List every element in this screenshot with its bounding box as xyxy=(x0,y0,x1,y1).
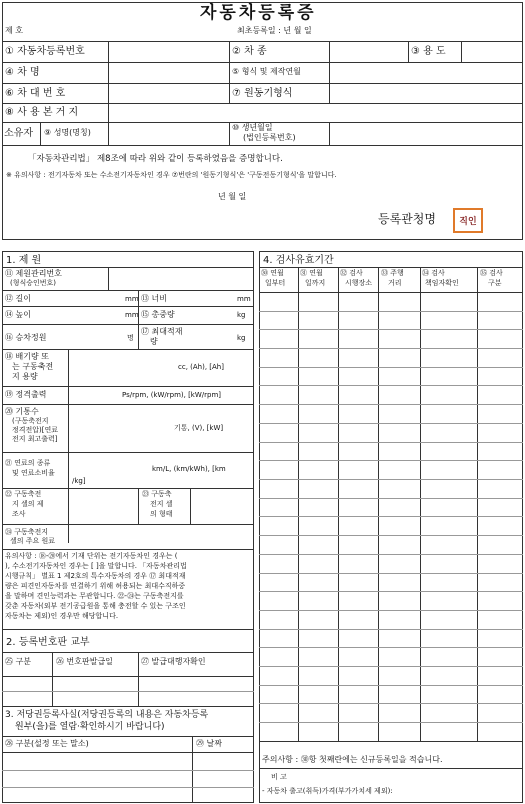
inspection-row-line xyxy=(259,311,523,312)
section3-title: 3. 저당권등록사실(저당권등록의 내용은 자동차등록 xyxy=(5,710,209,720)
inspection-row-line xyxy=(259,442,523,443)
inspection-row-line xyxy=(259,348,523,349)
inspection-kind-header: ㉟ 검사 xyxy=(480,269,503,277)
displacement-label: ⑱ 배기량 또 xyxy=(5,352,49,361)
inspection-row-line xyxy=(259,610,523,611)
mileage-header-2: 거리 xyxy=(388,279,402,287)
plate-agent-header: ㉗ 발급대행자확인 xyxy=(141,657,206,666)
inspector-header: ㉞ 검사 xyxy=(422,269,445,277)
inspection-row-line xyxy=(259,703,523,704)
issuing-office: 등록관청명 xyxy=(378,212,436,226)
field-base-location: ⑧ 사 용 본 거 지 xyxy=(5,107,79,118)
inspection-row-line xyxy=(259,554,523,555)
field-registration-number: ① 자동차등록번호 xyxy=(5,46,85,57)
cylinders-sub-2: 정격전압)[연료 xyxy=(12,426,59,434)
width-unit: mm xyxy=(237,295,251,303)
inspection-row-line xyxy=(259,666,523,667)
width-label: ⑬ 너비 xyxy=(141,294,167,303)
mortgage-date-header: ㉙ 날짜 xyxy=(196,739,222,748)
inspection-kind-header-2: 구분 xyxy=(488,279,502,287)
field-model-and-date: ⑤ 형식 및 제작연월 xyxy=(232,67,301,76)
cylinders-sub-3: 전지 최고출력] xyxy=(12,435,58,443)
spec-approval-label: (형식승인번호) xyxy=(10,279,57,287)
rated-power-label: ⑲ 정격출력 xyxy=(5,390,47,399)
rated-power-unit: Ps/rpm, (kW/rpm), [kW/rpm] xyxy=(122,391,222,399)
issue-date: 년 월 일 xyxy=(218,192,247,201)
section4-title: 4. 검사유효기간 xyxy=(263,255,334,266)
inspection-row-line xyxy=(259,685,523,686)
section3-title-2: 원부(을)를 열람·확인하시기 바랍니다) xyxy=(15,722,165,732)
displacement-unit: cc, (Ah), [Ah] xyxy=(178,363,224,371)
cell-maker-label: ㉒ 구동축전 xyxy=(5,490,42,498)
field-engine-type: ⑦ 원동기형식 xyxy=(232,88,293,99)
mileage-header: ㉝ 주행 xyxy=(381,269,404,277)
remarks-text: - 자동차 출고(취득)가격(부가가치세 제외): xyxy=(262,787,393,795)
height-label: ⑭ 높이 xyxy=(5,310,31,319)
registration-header-block xyxy=(2,2,523,240)
cell-form-label-3: 의 형태 xyxy=(150,510,173,518)
capacity-unit: 명 xyxy=(127,334,134,342)
inspection-footnote: 주의사항 : ㉚항 첫째란에는 신규등록일을 적습니다. xyxy=(262,755,443,764)
field-vin: ⑥ 차 대 번 호 xyxy=(5,88,66,99)
spec-number-label: ⑪ 제원관리번호 xyxy=(5,269,62,278)
fuel-consumption-label: 및 연료소비율 xyxy=(12,469,55,477)
field-owner-birth: ⑩ 생년월일 xyxy=(232,123,273,132)
spec-note-6: 갖춘 자동차(외부 전기공급원을 통해 충전할 수 있는 구조인 xyxy=(5,602,186,610)
capacity-label: ⑯ 승차정원 xyxy=(5,333,47,342)
inspection-row-line xyxy=(259,591,523,592)
certification-statement: 「자동차관리법」 제8조에 따라 위와 같이 등록하였음을 증명합니다. xyxy=(28,154,283,164)
remarks-title: 비 고 xyxy=(271,773,287,781)
cell-material-label-2: 셀의 주요 원료 xyxy=(10,537,56,545)
inspection-row-line xyxy=(259,573,523,574)
total-weight-label: ⑮ 총중량 xyxy=(141,310,175,319)
inspection-row-line xyxy=(259,647,523,648)
fuel-unit: km/L, (km/kWh), [km xyxy=(152,465,226,473)
official-seal xyxy=(453,208,483,233)
cylinders-label: ⑳ 기통수 xyxy=(5,407,39,416)
inspector-header-2: 책임자확인 xyxy=(425,279,459,287)
inspection-from-header: ㉚ 연월 xyxy=(261,269,284,277)
inspection-row-line xyxy=(259,535,523,536)
inspection-row-line xyxy=(259,329,523,330)
official-seal-label: 직인 xyxy=(459,217,477,227)
plate-type-header: ㉕ 구분 xyxy=(5,657,31,666)
spec-note-4: 량은 피견인자동차를 연결하기 위해 허용되는 최대수직하중 xyxy=(5,582,186,590)
inspection-row-line xyxy=(259,629,523,630)
spec-note-1: 유의사항 : ⑱-⑳에서 기재 단위는 전기자동차인 경우는 ( xyxy=(5,552,178,560)
inspection-place-header: ㉜ 검사 xyxy=(340,269,363,277)
field-owner-corp-number: (법인등록번호) xyxy=(243,133,296,142)
first-registration-date: 최초등록일 : 년 월 일 xyxy=(237,26,312,35)
length-label: ⑫ 길이 xyxy=(5,294,31,303)
cell-maker-label-2: 지 셀의 제 xyxy=(12,500,44,508)
spec-note-5: 을 말하며 견인능력과는 무관합니다. ㉒-㉔는 구동축전지를 xyxy=(5,592,184,600)
inspection-row-line xyxy=(259,367,523,368)
notice-text: ※ 유의사항 : 전기자동차 또는 수소전기자동차인 경우 ⑦번란의 '원동기형식'은 '구동전동기형식'을 말합니다. xyxy=(6,171,337,179)
cell-maker-label-3: 조사 xyxy=(12,510,26,518)
section2-title: 2. 등록번호판 교부 xyxy=(6,637,90,648)
field-vehicle-name: ④ 차 명 xyxy=(5,67,40,78)
mortgage-type-header: ㉘ 구분(설정 또는 말소) xyxy=(5,739,89,748)
field-owner-name: ⑨ 성명(명칭) xyxy=(44,128,91,137)
fuel-unit-2: /kg] xyxy=(72,477,86,485)
inspection-to-header-2: 일까지 xyxy=(305,279,326,287)
inspection-row-line xyxy=(259,516,523,517)
length-unit: mm xyxy=(125,295,139,303)
field-vehicle-use: ③ 용 도 xyxy=(411,46,446,57)
spec-note-7: 자동차는 제외)인 경우만 해당합니다. xyxy=(5,612,119,620)
section1-title: 1. 제 원 xyxy=(6,255,42,266)
inspection-row-line xyxy=(259,498,523,499)
cell-material-label: ㉔ 구동축전지 xyxy=(5,528,49,536)
inspection-from-header-2: 일부터 xyxy=(265,279,286,287)
plate-issue-date-header: ㉖ 번호판발급일 xyxy=(56,657,113,666)
cell-form-label: ㉓ 구동축 xyxy=(142,490,172,498)
displacement-label-2: 는 구동축전 xyxy=(12,362,54,371)
spec-note-3: 시행규칙」 별표 1 제2호의 특수자동차의 경우 ⑰ 최대적재 xyxy=(5,572,186,580)
max-load-label: ⑰ 최대적재 xyxy=(141,327,183,336)
inspection-place-header-2: 시행장소 xyxy=(345,279,373,287)
inspection-row-line xyxy=(259,385,523,386)
inspection-to-header: ㉛ 연월 xyxy=(300,269,323,277)
cylinders-unit: 기통, (V), [kW] xyxy=(174,424,224,432)
total-weight-unit: kg xyxy=(237,311,246,319)
page-title: 자동차등록증 xyxy=(200,3,317,23)
field-vehicle-type: ② 차 종 xyxy=(232,46,267,57)
field-owner: 소유자 xyxy=(4,128,33,139)
inspection-row-line xyxy=(259,423,523,424)
inspection-row-line xyxy=(259,404,523,405)
inspection-row-line xyxy=(259,722,523,723)
max-load-unit: kg xyxy=(237,334,246,342)
max-load-label-2: 량 xyxy=(150,337,158,346)
spec-note-2: ), 수소전기자동차인 경우는 [ ]을 말합니다. 「자동차관리법 xyxy=(5,562,187,570)
doc-number-label: 제 호 xyxy=(5,26,23,35)
inspection-row-line xyxy=(259,460,523,461)
cylinders-sub-1: (구동축전지 xyxy=(12,417,49,425)
fuel-type-label: ㉑ 연료의 종류 xyxy=(5,459,51,467)
inspection-row-line xyxy=(259,479,523,480)
cell-form-label-2: 전지 셀 xyxy=(150,500,173,508)
height-unit: mm xyxy=(125,311,139,319)
displacement-label-3: 지 용량 xyxy=(12,372,38,381)
